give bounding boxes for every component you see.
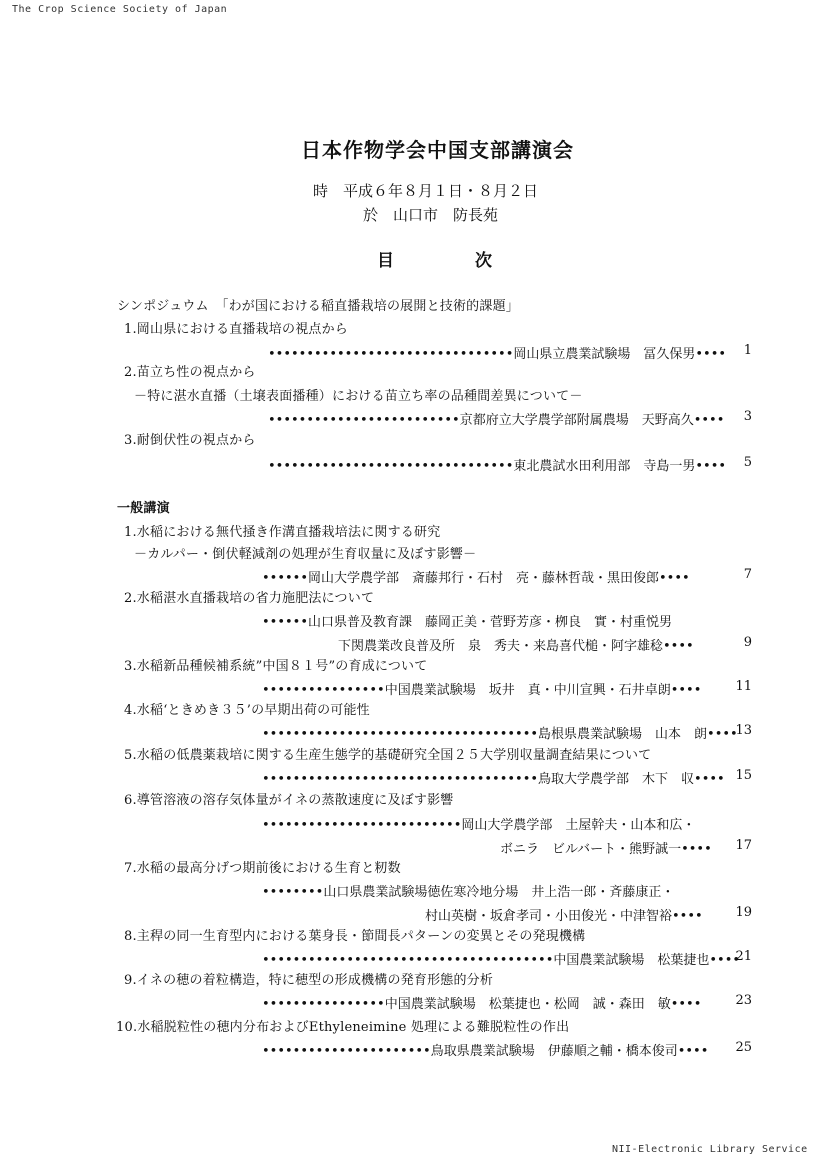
toc-entry-title: 1.水稲における無代掻き作溝直播栽培法に関する研究: [124, 525, 441, 540]
page-number: 11: [735, 679, 752, 694]
page-number: 19: [735, 905, 752, 920]
toc-entry-byline: [262, 768, 725, 787]
page-number: 7: [743, 567, 752, 582]
toc-entry-byline: [262, 881, 674, 900]
page-number: 5: [743, 455, 752, 470]
toc-entry-byline: [262, 814, 695, 833]
toc-entry-title: 5.水稲の低農薬栽培に関する生産生態学的基礎研究全国２５大学別収量調査結果について: [124, 748, 652, 763]
byline-text: •••••••••••••••••••••••••京都府立大学農学部附属農場 天野高久••••: [268, 413, 725, 428]
byline-text: ••••••••••••••••••••••••••••••••••••島根県農業試験場 山本 朗••••: [262, 727, 738, 742]
toc-entry-byline: [268, 343, 726, 362]
toc-entry-byline: [268, 455, 726, 474]
toc-entry-title: 7.水稲の最高分げつ期前後における生育と籾数: [124, 861, 401, 876]
toc-entry-title: 4.水稲‘ときめき３５’の早期出荷の可能性: [124, 703, 370, 718]
toc-heading-left: 目: [377, 251, 394, 271]
toc-entry-byline-2: [500, 838, 712, 857]
meeting-venue: 於 山口市 防長苑: [363, 206, 499, 224]
byline-text: ••••••••••••••••••••••鳥取県農業試験場 伊藤順之輔・橋本俊司••••: [262, 1044, 709, 1059]
byline-text: ••••••••••••••••中国農業試験場 松葉捷也・松岡 誠・森田 敏••••: [262, 997, 702, 1012]
byline-text: ボニラ ビルバート・熊野誠一••••: [500, 842, 712, 857]
toc-entry-byline: [262, 679, 701, 698]
toc-entry-title: 3.水稲新品種候補系統”中国８１号”の育成について: [124, 659, 428, 674]
byline-text: ••••••岡山大学農学部 斎藤邦行・石村 亮・藤林哲哉・黒田俊郎••••: [262, 571, 690, 586]
toc-entry-title: 2.水稲湛水直播栽培の省力施肥法について: [124, 591, 375, 606]
byline-text: ••••••••••••••••中国農業試験場 坂井 真・中川宣興・石井卓朗••••: [262, 683, 702, 698]
toc-entry-byline: [268, 409, 724, 428]
page-number: 17: [735, 838, 752, 853]
toc-entry-title: 10.水稲脱粒性の穂内分布およびEthyleneimine 処理による難脱粒性の作出: [116, 1020, 570, 1035]
toc-entry-byline-2: [338, 635, 694, 654]
toc-entry-title: 3.耐倒伏性の視点から: [124, 433, 256, 448]
page-number: 21: [735, 949, 752, 964]
page-number: 15: [735, 768, 752, 783]
toc-entry-byline: [262, 567, 690, 586]
page-number: 23: [735, 993, 752, 1008]
toc-heading-right: 次: [475, 251, 492, 271]
toc-entry-byline-2: [425, 905, 703, 924]
society-header: The Crop Science Society of Japan: [12, 4, 228, 15]
byline-text: 下関農業改良普及所 泉 秀夫・来島喜代槌・阿字雄稔••••: [338, 639, 694, 654]
byline-text: ••••••••••••••••••••••••••岡山大学農学部 土屋幹夫・山本和広・: [262, 818, 696, 833]
page-number: 13: [735, 723, 752, 738]
byline-text: ••••••••••••••••••••••••••••••••岡山県立農業試験場 冨久保男••••: [268, 347, 727, 362]
page-title: 日本作物学会中国支部講演会: [301, 138, 574, 162]
toc-entry-title: 8.主稈の同一生育型内における葉身長・節間長パターンの変異とその発現機構: [124, 929, 586, 944]
byline-text: ••••••山口県普及教育課 藤岡正美・菅野芳彦・栁良 實・村重悦男: [262, 615, 673, 630]
toc-entry-subtitle: －カルパー・倒伏軽減剤の処理が生育収量に及ぼす影響－: [134, 547, 477, 562]
page-number: 3: [743, 409, 752, 424]
toc-entry-byline: [262, 949, 740, 968]
byline-text: ••••••••••••••••••••••••••••••••••••鳥取大学農学部 木下 収••••: [262, 772, 725, 787]
page-number: 9: [743, 635, 752, 650]
toc-entry-title: 9.イネの穂の着粒構造，特に穂型の形成機構の発育形態的分析: [124, 973, 494, 988]
toc-entry-byline: [262, 723, 738, 742]
byline-text: ••••••••••••••••••••••••••••••••••••••中国農業試験場 松葉捷也••••: [262, 953, 741, 968]
library-footer: NII-Electronic Library Service: [612, 1144, 808, 1155]
page-number: 1: [743, 343, 752, 358]
toc-entry-subtitle: －特に湛水直播（土壌表面播種）における苗立ち率の品種間差異について－: [134, 389, 583, 404]
symposium-heading: シンポジュウム 「わが国における稲直播栽培の展開と技術的課題」: [117, 299, 519, 314]
toc-entry-byline: [262, 1040, 708, 1059]
toc-entry-title: 1.岡山県における直播栽培の視点から: [124, 322, 349, 337]
toc-entry-byline: [262, 993, 701, 1012]
general-heading: 一般講演: [117, 501, 170, 516]
page-number: 25: [735, 1040, 752, 1055]
toc-entry-title: 6.導管溶液の溶存気体量がイネの蒸散速度に及ぼす影響: [124, 793, 454, 808]
byline-text: ••••••••••••••••••••••••••••••••東北農試水田利用部 寺島一男••••: [268, 459, 727, 474]
byline-text: ••••••••山口県農業試験場徳佐寒冷地分場 井上浩一郎・斉藤康正・: [262, 885, 675, 900]
toc-entry-byline: [262, 611, 672, 630]
meeting-date: 時 平成６年８月１日・８月２日: [313, 182, 539, 200]
toc-entry-title: 2.苗立ち性の視点から: [124, 365, 256, 380]
byline-text: 村山英樹・坂倉孝司・小田俊光・中津智裕••••: [425, 909, 703, 924]
